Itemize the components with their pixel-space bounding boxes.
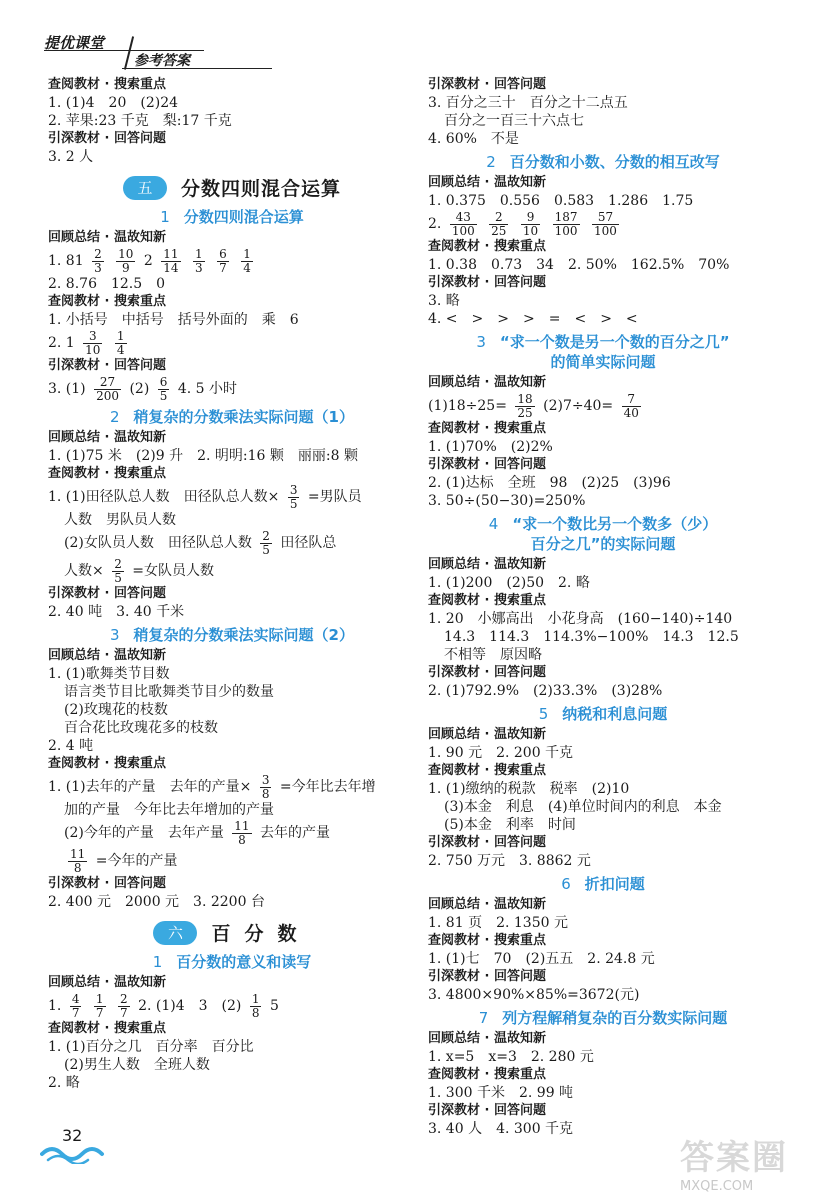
answer-line: 2. 1 $\frac{3}{10}$ $\frac{1}{4}$: [48, 328, 125, 357]
unit-5-title: [48, 174, 416, 201]
fraction: $\frac{4}{7}$: [71, 991, 80, 1020]
answer-line: 1. 300 千米 2. 99 吨: [428, 1085, 574, 1101]
header-rule-bottom: [122, 68, 272, 69]
answer-line: 1. 20 小娜高出 小花身高 (160−140)÷140: [428, 611, 733, 627]
section-heading: 回顾总结 · 温故知新: [428, 175, 546, 190]
page-number: 32: [62, 1126, 83, 1145]
answer-line: 1. 0.375 0.556 0.583 1.286 1.75: [428, 193, 694, 209]
answer-line: 1. (1)70% (2)2%: [428, 439, 553, 455]
unit-title: 百分数: [211, 923, 311, 945]
section-heading: 回顾总结 · 温故知新: [48, 430, 166, 445]
fraction: $\frac{11}{14}$: [163, 246, 179, 275]
answer-line: 人数× $\frac{2}{5}$ =女队员人数: [64, 556, 215, 585]
watermark-url: MXQE.COM: [680, 1179, 754, 1194]
answer-line: 人数 男队员人数: [64, 512, 176, 528]
lesson-title: 3 “求一个数是另一个数的百分之几” 的简单实际问题: [476, 333, 730, 371]
section-heading: 引深教材 · 回答问题: [48, 876, 166, 891]
section-heading: 引深教材 · 回答问题: [428, 835, 546, 850]
lesson-title: 1 百分数的意义和读写: [152, 953, 312, 971]
header-subtitle: 参考答案: [134, 53, 190, 69]
section-heading: 回顾总结 · 温故知新: [48, 230, 166, 245]
section-heading: 回顾总结 · 温故知新: [428, 897, 546, 912]
answer-line: 4. 60% 不是: [428, 131, 519, 147]
answer-line: 1. (1)田径队总人数 田径队总人数× $\frac{3}{5}$ =男队员: [48, 482, 362, 511]
answer-line: 1. $\frac{4}{7}$ $\frac{1}{7}$ $\frac{2}{7}$ 2. (1)4 3 (2) $\frac{1}{8}$ 5: [48, 991, 279, 1020]
answer-line: 1. x=5 x=3 2. 280 元: [428, 1049, 594, 1065]
answer-line: 3. 4800×90%×85%=3672(元): [428, 987, 640, 1003]
answer-line: 1. (1)4 20 (2)24: [48, 95, 179, 111]
answer-line: 1. (1)200 (2)50 2. 略: [428, 575, 590, 591]
section-heading: 查阅教材 · 搜索重点: [428, 1067, 546, 1082]
unit-title: 分数四则混合运算: [180, 178, 341, 200]
answer-line: 3. 百分之三十 百分之十二点五: [428, 95, 628, 111]
answer-line: 1. (1)七 70 (2)五五 2. 24.8 元: [428, 951, 655, 967]
section-heading: 查阅教材 · 搜索重点: [428, 763, 546, 778]
lesson-title: 1 分数四则混合运算: [160, 208, 304, 226]
answer-line: 百分之一百三十六点七: [444, 113, 584, 129]
lesson-title: 7 列方程解稍复杂的百分数实际问题: [478, 1009, 728, 1027]
section-heading: 查阅教材 · 搜索重点: [428, 933, 546, 948]
section-heading: 引深教材 · 回答问题: [428, 969, 546, 984]
answer-line: (1)18÷25= $\frac{18}{25}$ (2)7÷40= $\frac{7}{40}$: [428, 391, 639, 420]
fraction: $\frac{1}{8}$: [251, 991, 260, 1020]
section-heading: 引深教材 · 回答问题: [48, 586, 166, 601]
fraction: $\frac{18}{25}$: [517, 391, 533, 420]
section-heading: 引深教材 · 回答问题: [48, 131, 166, 146]
section-heading: 查阅教材 · 搜索重点: [48, 294, 166, 309]
answer-line: 1. (1)缴纳的税款 税率 (2)10: [428, 781, 630, 797]
section-heading: 引深教材 · 回答问题: [428, 1103, 546, 1118]
section-heading: 查阅教材 · 搜索重点: [48, 1021, 166, 1036]
watermark: [680, 1130, 788, 1194]
section-heading: 回顾总结 · 温故知新: [428, 375, 546, 390]
section-heading: 查阅教材 · 搜索重点: [428, 239, 546, 254]
lesson-title: 3 稍复杂的分数乘法实际问题（2）: [110, 626, 354, 644]
watermark-logo: 答案圈: [680, 1138, 788, 1178]
section-heading: 查阅教材 · 搜索重点: [48, 466, 166, 481]
section-heading: 查阅教材 · 搜索重点: [428, 593, 546, 608]
fraction: $\frac{11}{8}$: [234, 818, 250, 847]
answer-line: 1. (1)百分之几 百分率 百分比: [48, 1039, 254, 1055]
section-heading: 回顾总结 · 温故知新: [428, 1031, 546, 1046]
fraction: $\frac{57}{100}$: [594, 209, 617, 238]
fraction: $\frac{1}{4}$: [243, 246, 251, 275]
answer-line: 1. 90 元 2. 200 千克: [428, 745, 574, 761]
fraction: $\frac{1}{4}$: [116, 328, 125, 357]
answer-line: 3. 略: [428, 293, 460, 309]
unit-badge: 五: [123, 176, 167, 200]
fraction: $\frac{3}{5}$: [289, 482, 298, 511]
answer-line: 2. 400 元 2000 元 3. 2200 台: [48, 894, 265, 910]
answer-line: 加的产量 今年比去年增加的产量: [64, 802, 274, 818]
lesson-title: 2 稍复杂的分数乘法实际问题（1）: [110, 408, 354, 426]
section-heading: 引深教材 · 回答问题: [428, 665, 546, 680]
answer-line: 3. 50÷(50−30)=250%: [428, 493, 586, 509]
answer-line: 百合花比玫瑰花多的枝数: [64, 720, 218, 736]
answer-line: 2. 略: [48, 1075, 80, 1091]
answer-line: 不相等 原因略: [444, 647, 542, 663]
answer-line: 2. 8.76 12.5 0: [48, 276, 166, 292]
answer-line: (2)男生人数 全班人数: [64, 1057, 210, 1073]
answer-line: $\frac{11}{8}$ =今年的产量: [70, 846, 178, 875]
fraction: $\frac{43}{100}$: [451, 209, 475, 238]
answer-line: 2. 750 万元 3. 8862 元: [428, 853, 591, 869]
fraction: $\frac{2}{3}$: [94, 246, 102, 275]
fraction: $\frac{2}{25}$: [491, 209, 507, 238]
fraction: $\frac{2}{7}$: [120, 991, 128, 1020]
answer-line: 4. < > > > = < > <: [428, 311, 638, 327]
section-heading: 回顾总结 · 温故知新: [428, 727, 546, 742]
fraction: $\frac{27}{200}$: [96, 374, 119, 403]
answer-line: (2)玫瑰花的枝数: [64, 702, 168, 718]
answer-line: 2. 4 吨: [48, 738, 94, 754]
answer-line: 1. 81 页 2. 1350 元: [428, 915, 568, 931]
lesson-title: 5 纳税和利息问题: [538, 705, 668, 723]
answer-line: 2. (1)792.9% (2)33.3% (3)28%: [428, 683, 663, 699]
fraction: $\frac{1}{7}$: [95, 991, 104, 1020]
fraction: $\frac{2}{5}$: [262, 528, 270, 557]
section-heading: 引深教材 · 回答问题: [428, 275, 546, 290]
fraction: $\frac{187}{100}$: [554, 209, 578, 238]
answer-line: (5)本金 利率 时间: [444, 817, 576, 833]
section-heading: 回顾总结 · 温故知新: [48, 648, 166, 663]
fraction: $\frac{9}{10}$: [522, 209, 539, 238]
fraction: $\frac{6}{5}$: [159, 374, 168, 403]
answer-line: 14.3 114.3 114.3%−100% 14.3 12.5: [444, 629, 739, 645]
left-column: [48, 76, 416, 1092]
section-heading: 查阅教材 · 搜索重点: [428, 421, 546, 436]
section-heading: 查阅教材 · 搜索重点: [48, 756, 166, 771]
fraction: $\frac{7}{40}$: [623, 391, 639, 420]
fraction: $\frac{3}{10}$: [85, 328, 101, 357]
lesson-title: 4 “求一个数比另一个数多（少） 百分之几”的实际问题: [488, 515, 718, 553]
fraction: $\frac{10}{9}$: [118, 246, 134, 275]
lesson-title: 6 折扣问题: [561, 875, 645, 893]
answer-line: 1. 81 $\frac{2}{3}$ $\frac{10}{9}$ 2 $\frac{11}{14}$ $\frac{1}{3}$ $\frac{6}{7}$ $\frac{1}{4}$: [48, 246, 251, 275]
answer-line: (2)今年的产量 去年产量 $\frac{11}{8}$ 去年的产量: [64, 818, 331, 847]
answer-line: 1. 0.38 0.73 34 2. 50% 162.5% 70%: [428, 257, 730, 273]
unit-6-title: [48, 919, 416, 946]
answer-line: 1. 小括号 中括号 括号外面的 乘 6: [48, 312, 299, 328]
series-title: 提优课堂: [44, 34, 105, 52]
answer-line: (2)女队员人数 田径队总人数 $\frac{2}{5}$ 田径队总: [64, 528, 337, 557]
lesson-title: 2 百分数和小数、分数的相互改写: [486, 153, 720, 171]
section-heading: 引深教材 · 回答问题: [428, 77, 546, 92]
section-heading: 回顾总结 · 温故知新: [428, 557, 546, 572]
header-slash: [124, 36, 134, 69]
answer-line: 3. 2 人: [48, 149, 94, 165]
fraction: $\frac{3}{8}$: [261, 772, 270, 801]
answer-line: 2. 苹果:23 千克 梨:17 千克: [48, 113, 232, 129]
fraction: $\frac{11}{8}$: [70, 846, 86, 875]
answer-line: (3)本金 利息 (4)单位时间内的利息 本金: [444, 799, 722, 815]
section-heading: 查阅教材 · 搜索重点: [48, 77, 166, 92]
section-heading: 回顾总结 · 温故知新: [48, 975, 166, 990]
unit-badge: 六: [153, 921, 197, 945]
answer-line: 2. 40 吨 3. 40 千米: [48, 604, 185, 620]
section-heading: 引深教材 · 回答问题: [428, 457, 546, 472]
section-heading: 引深教材 · 回答问题: [48, 358, 166, 373]
fraction: $\frac{1}{3}$: [195, 246, 203, 275]
answer-line: 1. (1)75 米 (2)9 升 2. 明明:16 颗 丽丽:8 颗: [48, 448, 358, 464]
right-column: [428, 76, 778, 1138]
answer-line: 3. 40 人 4. 300 千克: [428, 1121, 574, 1137]
fraction: $\frac{2}{5}$: [114, 556, 122, 585]
answer-line: 语言类节目比歌舞类节目少的数量: [64, 684, 274, 700]
wave-decoration-icon: [40, 1140, 110, 1164]
answer-line: 1. (1)歌舞类节目数: [48, 666, 170, 682]
answer-line: 1. (1)去年的产量 去年的产量× $\frac{3}{8}$ =今年比去年增: [48, 772, 376, 801]
answer-line: 3. (1) $\frac{27}{200}$ (2) $\frac{6}{5}$ 4. 5 小时: [48, 374, 238, 403]
answer-line: 2. (1)达标 全班 98 (2)25 (3)96: [428, 475, 671, 491]
page-header: [44, 28, 234, 68]
answer-line: 2. $\frac{43}{100}$ $\frac{2}{25}$ $\frac{9}{10}$ $\frac{187}{100}$ $\frac{57}{100}$: [428, 209, 617, 238]
fraction: $\frac{6}{7}$: [219, 246, 227, 275]
